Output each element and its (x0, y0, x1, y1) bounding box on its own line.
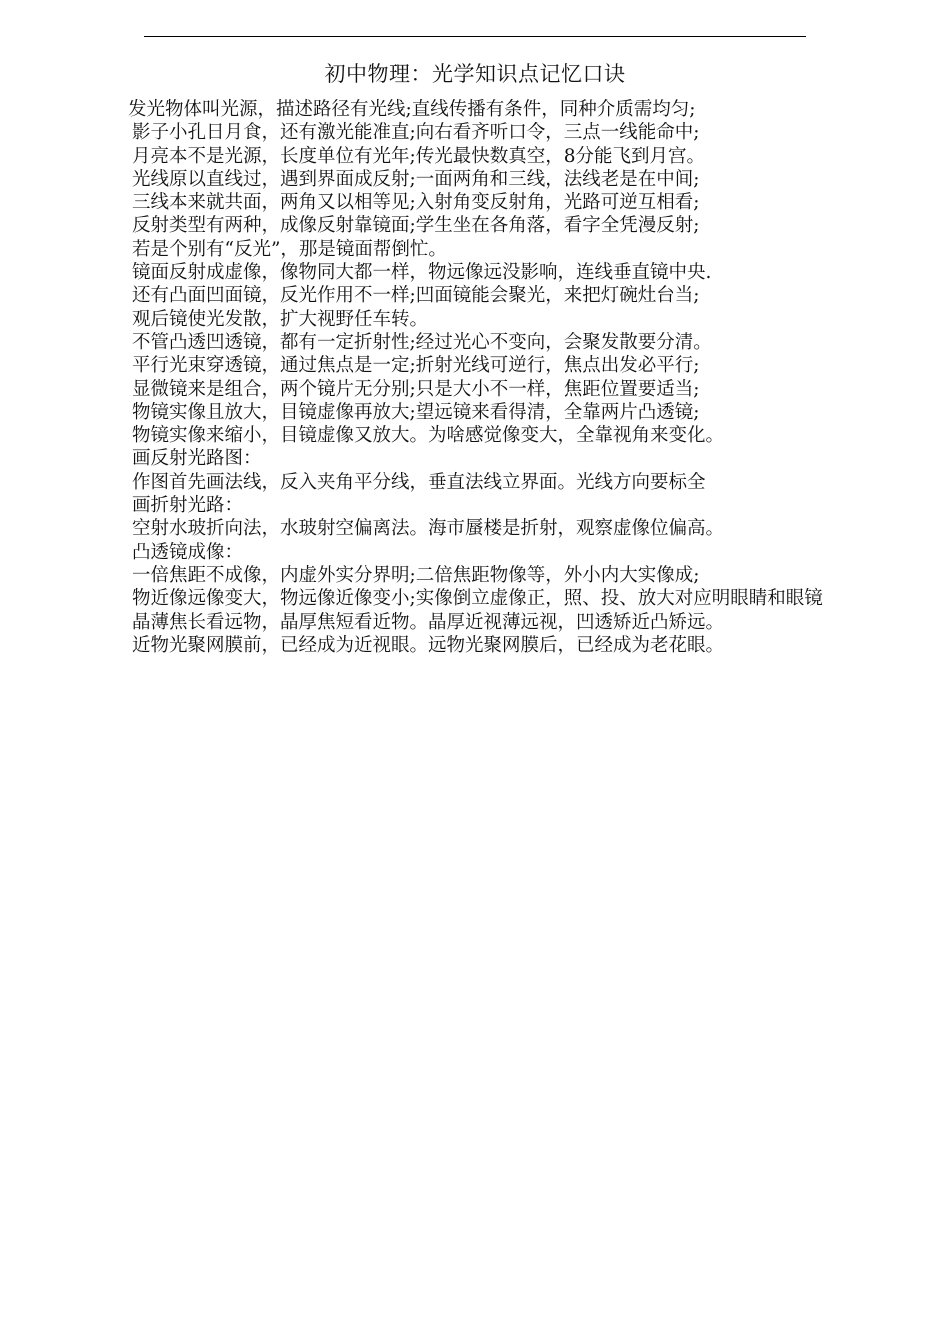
paragraph-line: 影子小孔日月食，还有激光能准直;向右看齐听口令，三点一线能命中; (132, 122, 700, 144)
paragraph-line: 显微镜来是组合，两个镜片无分别;只是大小不一样，焦距位置要适当; (132, 378, 700, 400)
paragraph-line: 一倍焦距不成像，内虚外实分界明;二倍焦距物像等，外小内大实像成; (132, 564, 700, 586)
section-heading: 凸透镜成像： (132, 541, 244, 563)
paragraph-line: 空射水玻折向法，水玻射空偏离法。海市蜃楼是折射，观察虚像位偏高。 (132, 518, 725, 540)
paragraph-line: 晶薄焦长看远物，晶厚焦短看近物。晶厚近视薄远视，凹透矫近凸矫远。 (132, 611, 725, 633)
paragraph-line: 若是个别有“反光”，那是镜面帮倒忙。 (132, 238, 447, 260)
paragraph-line: 镜面反射成虚像，像物同大都一样，物远像远没影响，连线垂直镜中央. (132, 262, 712, 284)
paragraph-line: 光线原以直线过，遇到界面成反射;一面两角和三线，法线老是在中间; (132, 168, 700, 190)
section-heading: 画反射光路图： (132, 448, 262, 470)
paragraph-line: 物镜实像来缩小，目镜虚像又放大。为啥感觉像变大，全靠视角来变化。 (132, 425, 725, 447)
document-body (113, 98, 829, 657)
paragraph-line: 平行光束穿透镜，通过焦点是一定;折射光线可逆行，焦点出发必平行; (132, 355, 700, 377)
paragraph-line: 三线本来就共面，两角又以相等见;入射角变反射角，光路可逆互相看; (132, 192, 700, 214)
paragraph-line: 物近像远像变大，物远像近像变小;实像倒立虚像正，照、投、放大对应明眼睛和眼镜 (132, 588, 823, 610)
paragraph-line: 还有凸面凹面镜，反光作用不一样;凹面镜能会聚光，来把灯碗灶台当; (132, 285, 700, 307)
paragraph-line: 观后镜使光发散，扩大视野任车转。 (132, 308, 429, 330)
paragraph-line: 作图首先画法线，反入夹角平分线，垂直法线立界面。光线方向要标全 (132, 471, 706, 493)
section-heading: 画折射光路： (132, 495, 244, 517)
paragraph-line: 物镜实像且放大，目镜虚像再放大;望远镜来看得清，全靠两片凸透镜; (132, 401, 700, 423)
paragraph-line: 不管凸透凹透镜，都有一定折射性;经过光心不变向，会聚发散要分清。 (132, 331, 712, 353)
header-rule (144, 36, 806, 37)
paragraph-line: 反射类型有两种，成像反射靠镜面;学生坐在各角落，看字全凭漫反射; (132, 215, 700, 237)
paragraph-line: 近物光聚网膜前，已经成为近视眼。远物光聚网膜后，已经成为老花眼。 (132, 634, 725, 656)
paragraph-line: 发光物体叫光源，描述路径有光线;直线传播有条件，同种介质需均匀; (128, 99, 696, 120)
document-title: 初中物理：光学知识点记忆口诀 (324, 62, 626, 86)
paragraph-line: 月亮本不是光源，长度单位有光年;传光最快数真空，8分能飞到月宫。 (132, 145, 706, 167)
